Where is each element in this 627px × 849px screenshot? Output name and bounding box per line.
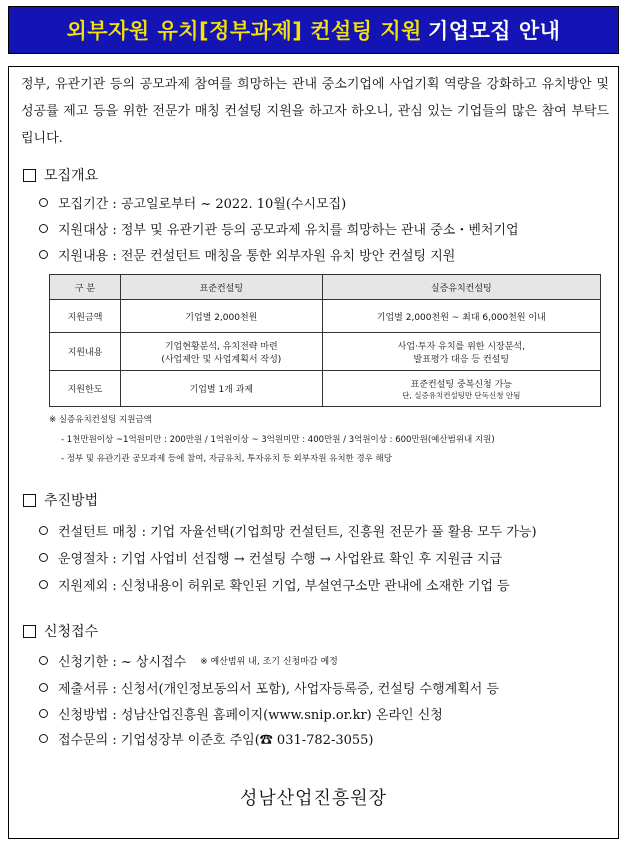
row-label: 지원내용	[50, 333, 121, 371]
list-item: 지원제외 : 신청내용이 허위로 확인된 기업, 부설연구소만 관내에 소재한 기업 등	[39, 575, 510, 594]
list-item: 제출서류 : 신청서(개인정보동의서 포함), 사업자등록증, 컨설팅 수행계획서 등	[39, 678, 499, 697]
list-item: 신청기한 : ~ 상시접수 ※ 예산범위 내, 조기 신청마감 예정	[39, 651, 338, 670]
content-frame	[8, 66, 619, 839]
banner-rest: 기업모집 안내	[427, 19, 561, 43]
checkbox-square-icon	[23, 494, 36, 507]
circle-bullet-icon	[39, 198, 48, 207]
list-item: 지원대상 : 정부 및 유관기관 등의 공모과제 유치를 희망하는 관내 중소・벤처기업	[39, 219, 519, 238]
circle-bullet-icon	[39, 224, 48, 233]
list-item: 지원내용 : 전문 컨설턴트 매칭을 통한 외부자원 유치 방안 컨설팅 지원	[39, 245, 455, 264]
row-label: 지원한도	[50, 371, 121, 407]
table-row	[50, 300, 601, 333]
circle-bullet-icon	[39, 683, 48, 692]
title-banner	[8, 6, 619, 54]
circle-bullet-icon	[39, 250, 48, 259]
table-cell: 기업별 2,000천원	[121, 300, 323, 333]
section-method	[23, 490, 98, 510]
table-cell: 사업·투자 유치를 위한 시장분석, 발표평가 대응 등 컨설팅	[322, 333, 600, 371]
banner-highlight: 외부자원 유치[정부과제] 컨설팅 지원	[66, 19, 422, 43]
checkbox-square-icon	[23, 169, 36, 182]
list-item: 컨설턴트 매칭 : 기업 자율선택(기업희망 컨설턴트, 진흥원 전문가 풀 활용 모두 가능)	[39, 521, 537, 540]
table-header: 표준컨설팅	[121, 275, 323, 300]
issuer-signature: 성남산업진흥원장	[239, 788, 388, 809]
circle-bullet-icon	[39, 734, 48, 743]
table-header-row	[50, 275, 601, 300]
table-cell: 기업현황분석, 유치전략 마련 (사업제안 및 사업계획서 작성)	[121, 333, 323, 371]
circle-bullet-icon	[39, 656, 48, 665]
table-row	[50, 371, 601, 407]
section-title: 신청접수	[44, 624, 99, 640]
support-table	[49, 274, 601, 407]
note-line: - 정부 및 유관기관 공모과제 등에 참여, 자금유치, 투자유치 등 외부자원 유치한 경우 해당	[61, 454, 392, 464]
section-application	[23, 621, 98, 641]
list-item: 모집기간 : 공고일로부터 ~ 2022. 10월(수시모집)	[39, 193, 346, 212]
table-cell: 표준컨설팅 중복신청 가능 단, 실증유치컨설팅만 단독신청 안됨	[322, 371, 600, 407]
table-cell: 기업별 2,000천원 ~ 최대 6,000천원 이내	[322, 300, 600, 333]
circle-bullet-icon	[39, 709, 48, 718]
circle-bullet-icon	[39, 526, 48, 535]
section-recruitment	[23, 165, 98, 185]
table-header: 구 분	[50, 275, 121, 300]
deadline-note: ※ 예산범위 내, 조기 신청마감 예정	[200, 657, 338, 667]
section-title: 추진방법	[44, 493, 99, 509]
table-row	[50, 333, 601, 371]
list-item: 접수문의 : 기업성장부 이준호 주임(☎ 031-782-3055)	[39, 729, 374, 748]
circle-bullet-icon	[39, 580, 48, 589]
intro-paragraph: 정부, 유관기관 등의 공모과제 참여를 희망하는 관내 중소기업에 사업기획 역량을 강화하고 유치방안 및 성공률 제고 등을 위한 전문가 매칭 컨설팅 지원을 하고자 하오니, 관심 있는 기업들의 많은 참여 부탁드립니다.	[21, 77, 609, 146]
list-item: 운영절차 : 기업 사업비 선집행 → 컨설팅 수행 → 사업완료 확인 후 지원금 지급	[39, 548, 502, 567]
circle-bullet-icon	[39, 553, 48, 562]
section-title: 모집개요	[44, 168, 99, 184]
table-cell: 기업별 1개 과제	[121, 371, 323, 407]
note-title: ※ 실증유치컨설팅 지원금액	[49, 415, 152, 425]
table-header: 실증유치컨설팅	[322, 275, 600, 300]
note-line: - 1천만원이상 ~1억원미만 : 200만원 / 1억원이상 ~ 3억원미만 : 400만원 / 3억원이상 : 600만원(예산범위내 지원)	[61, 435, 495, 445]
checkbox-square-icon	[23, 625, 36, 638]
row-label: 지원금액	[50, 300, 121, 333]
list-item: 신청방법 : 성남산업진흥원 홈페이지(www.snip.or.kr) 온라인 신청	[39, 704, 443, 723]
